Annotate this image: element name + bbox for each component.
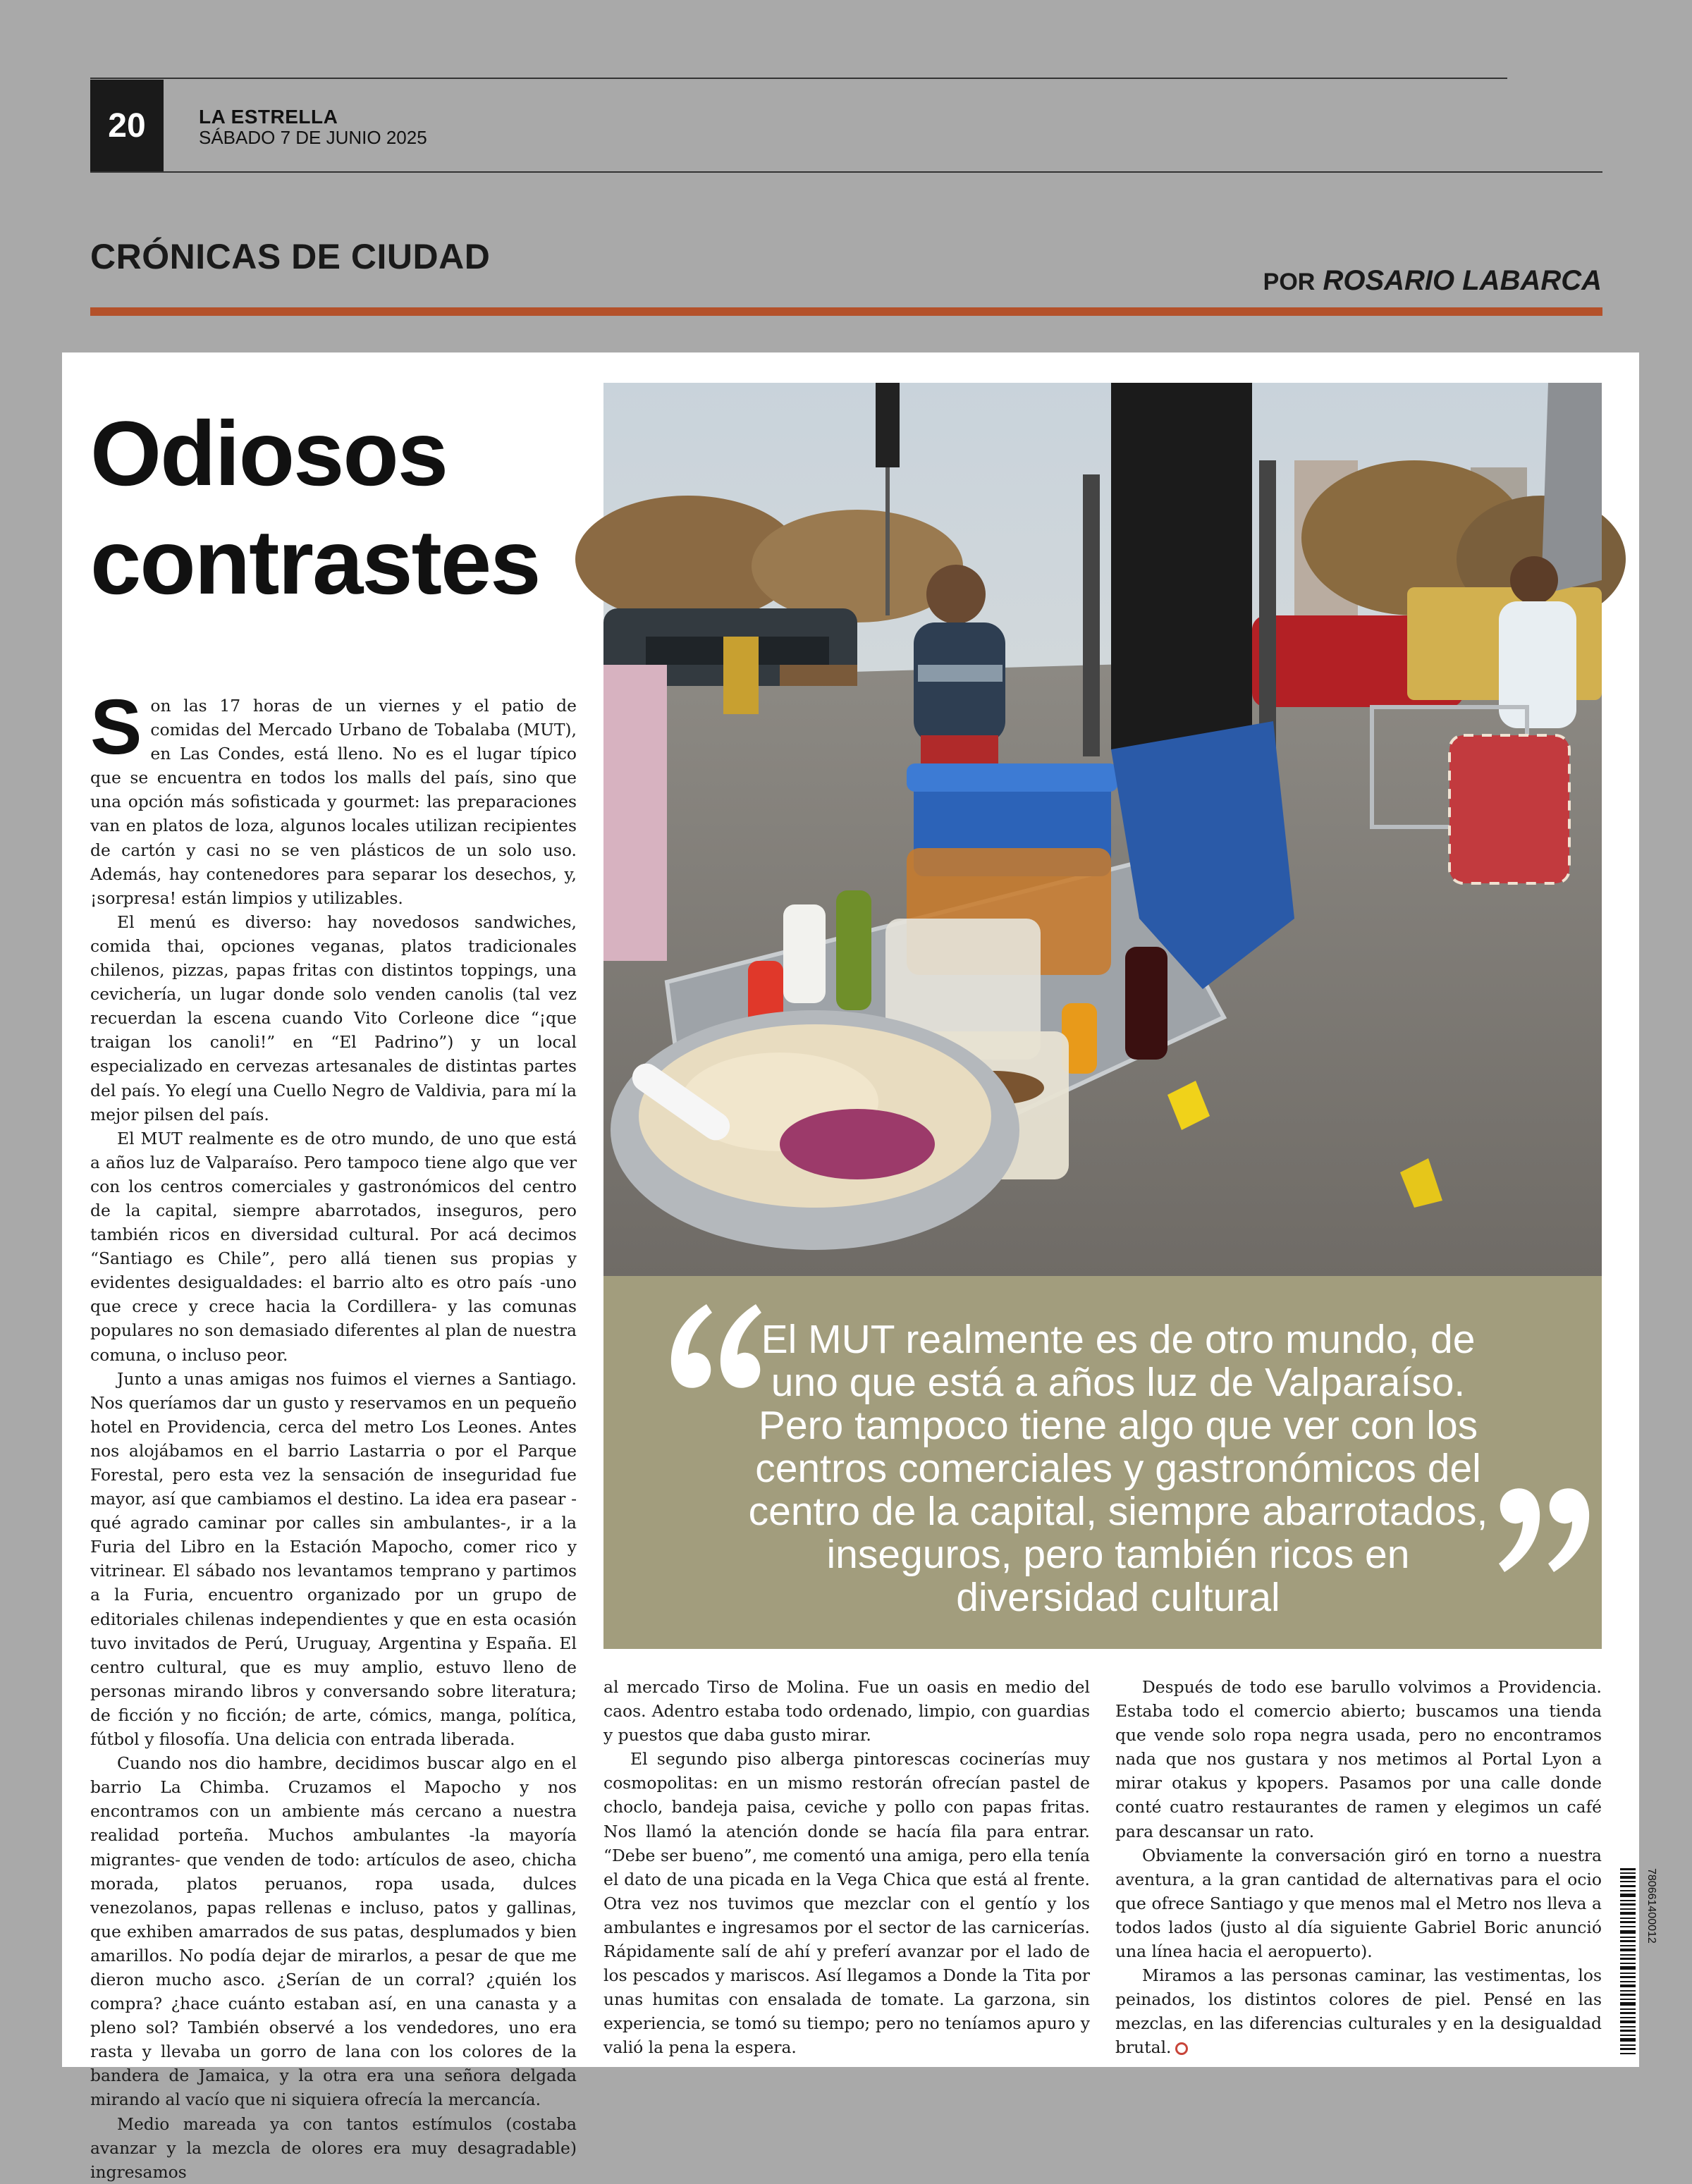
pull-quote [603,1276,1602,1649]
page-number: 20 [90,80,164,171]
end-mark-icon [1175,2042,1188,2055]
barcode-number: 780661400012 [1645,1868,1657,1944]
article-column-2 [603,1675,1090,2060]
article-photo [603,383,1602,1276]
byline-prefix: POR [1263,269,1316,295]
newspaper-name: LA ESTRELLA [199,106,338,128]
paragraph-text: Miramos a las personas caminar, las vestimentas, los peinados, los distintos colores de piel. Pensé en las mezclas, en las diferencias culturales y en la desigualdad brutal. [1115,1965,1602,2058]
paragraph: Cuando nos dio hambre, decidimos buscar algo en el barrio La Chimba. Cruzamos el Mapocho y nos encontramos con un ambiente más cercano a nuestra realidad porteña. Muchos ambulantes -la mayoría migrantes- que venden de todo: artículos de aseo, chicha morada, platos peruanos, ropa usada, dulces venezolanos, papas rellenas e incluso, patos y gallinas, que exhiben amarrados de sus patas, desplumados y bien amarillos. No podía dejar de mirarlos, a pesar de que me dieron mucho asco. ¿Serían de un corral? ¿quién los compra? ¿hace cuánto estaban así, en una canasta y a pleno sol? También observé a los vendedores, uno era rasta y llevaba un gorro de lana con los colores de la bandera de Jamaica, y la otra era una señora delgada mirando al vacío que ni siquiera ofrecía la mercancía. [90,1753,577,2110]
paragraph: Medio mareada ya con tantos estímulos (costaba avanzar y la mezcla de olores era muy desagradable) ingresamos [90,2114,577,2182]
paragraph: al mercado Tirso de Molina. Fue un oasis en medio del caos. Adentro estaba todo ordenado, limpio, con guardias y puestos que daba gusto mirar. [603,1677,1090,1746]
top-rule [90,78,1507,79]
drop-cap: S [90,684,142,771]
byline [1263,265,1602,297]
paragraph: El segundo piso alberga pintorescas cocinerías muy cosmopolitas: en un mismo restorán ofrecían pastel de choclo, bandeja paisa, ceviche y pollo con papas fritas. Nos llamó la atención donde se hacía fila para entrar. “Debe ser bueno”, me comentó una amiga, pero ella tenía el dato de una picada en la Vega Chica que está al frente. Otra vez nos tuvimos que mezclar con el gentío y los ambulantes e ingresamos por el sector de las carnicerías. Rápidamente salí de ahí y preferí avanzar por el lado de los pescados y mariscos. Así llegamos a Donde la Tita por unas humitas con ensalada de tomate. La garzona, sin experiencia, se tomó su tiempo; pero no teníamos apuro y valió la pena la espera. [603,1749,1090,2058]
masthead-rule [90,171,1602,173]
issue-date: SÁBADO 7 DE JUNIO 2025 [199,127,427,148]
paragraph [90,684,577,910]
paragraph [1115,1963,1602,2059]
paragraph: Junto a unas amigas nos fuimos el viernes a Santiago. Nos queríamos dar un gusto y reservamos en un pequeño hotel en Providencia, cerca del metro Los Leones. Antes nos alojábamos en el barrio Lastarria o por el Parque Forestal, pero esta vez la sensación de inseguridad fue mayor, así que cambiamos el destino. La idea era pasear -qué agrado caminar por calles sin ambulantes-, ir a la Furia del Libro en la Estación Mapocho, comer rico y vitrinear. El sábado nos levantamos temprano y partimos a la Furia, encuentro organizado por un grupo de editoriales chilenas independientes y que en esta ocasión tuvo invitados de Perú, Uruguay, Argentina y España. El centro cultural, que es muy amplio, estuvo lleno de personas mirando libros y conversando sobre literatura; de ficción y no ficción; de arte, cómics, manga, política, fútbol y filosofía. Una delicia con entrada liberada. [90,1368,577,1750]
paragraph: Obviamente la conversación giró en torno a nuestra aventura, a la gran cantidad de alternativas para el ocio que ofrece Santiago y que menos mal el Metro nos lleva a todos lados (justo al día siguiente Gabriel Boric anunció una línea hacia el aeropuerto). [1115,1845,1602,1962]
barcode [1620,1868,1657,2059]
paragraph: Después de todo ese barullo volvimos a Providencia. Estaba todo el comercio abierto; buscamos una tienda que vende solo ropa negra usada, pero no encontramos nada que nos gustara y nos metimos al Portal Lyon a mirar otakus y kpopers. Pasamos por una calle donde conté cuatro restaurantes de ramen y elegimos un café para descansar un rato. [1115,1677,1602,1841]
article-headline: Odiosos contrastes [90,402,540,613]
author-name: ROSARIO LABARCA [1323,265,1602,296]
pull-quote-text: El MUT realmente es de otro mundo, de uno que está a años luz de Valparaíso. Pero tampoco tiene algo que ver con los centros comerciales y gastronómicos del centro de la capital, siempre abarrotados, inseguros, pero también ricos en diversidad cultural [748,1317,1488,1620]
section-title: CRÓNICAS DE CIUDAD [90,237,491,276]
paragraph: El menú es diverso: hay novedosos sandwiches, comida thai, opciones veganas, platos tradicionales chilenos, pizzas, papas fritas con distintos toppings, una cevichería, un lugar donde solo venden canolis (tal vez recuerdan la escena cuando Vito Corleone dice “¡que traigan los canoli!” en “El Padrino”) y un local especializado en cervezas artesanales de distintas partes del país. Yo elegí una Cuello Negro de Valdivia, para mí la mejor pilsen del país. [90,912,577,1124]
close-quote-icon [1492,1480,1598,1579]
paragraph-text: on las 17 horas de un viernes y el patio de comidas del Mercado Urbano de Tobalaba (MUT), en Las Condes, está lleno. No es el lugar típico que se encuentra en todos los malls del país, sino que una opción más sofisticada y gourmet: las preparaciones van en platos de loza, algunos locales utilizan recipientes de cartón y casi no se ven plásticos de un solo uso. Además, hay contenedores para separar los desechos, y, ¡sorpresa! están limpios y utilizables. [90,696,577,908]
article-column-1 [90,684,577,2184]
paragraph: El MUT realmente es de otro mundo, de uno que está a años luz de Valparaíso. Pero tampoco tiene algo que ver con los centros comerciales y gastronómicos del centro de la capital, siempre abarrotados, inseguros, pero también ricos en diversidad cultural. Por acá decimos “Santiago es Chile”, pero allá tienen sus propias y evidentes desigualdades: el barrio alto es otro país -uno que crece y crece hacia la Cordillera- y las comunas populares no son demasiado diferentes al plan de nuestra comuna, o incluso peor. [90,1128,577,1365]
section-rule [90,307,1602,316]
article-column-3 [1115,1675,1602,2060]
